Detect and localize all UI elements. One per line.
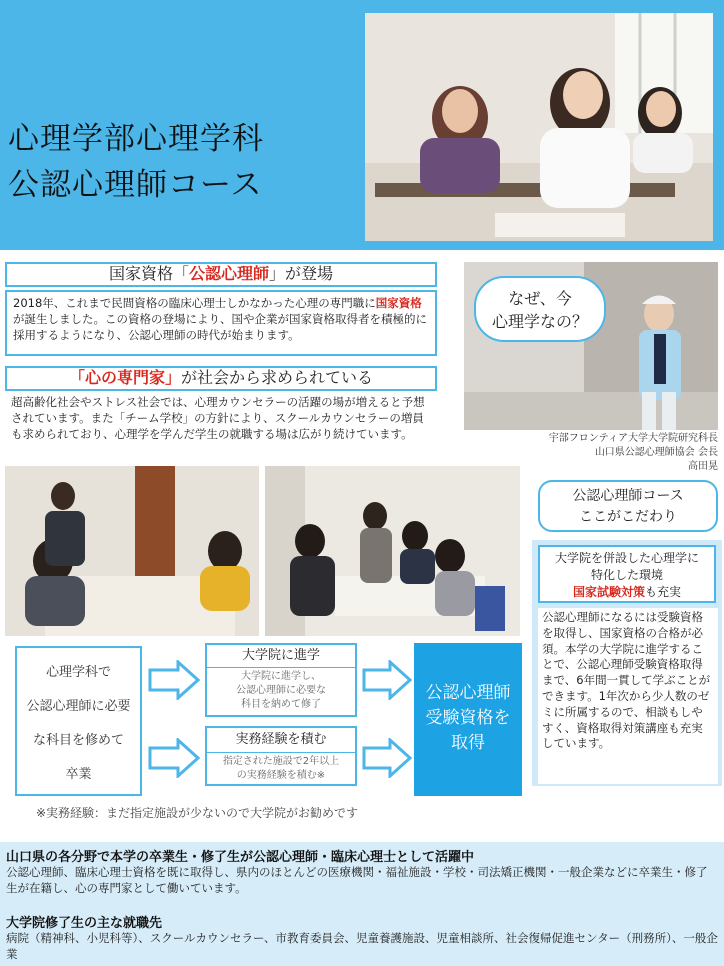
feature-box-line-2: 特化した環境 [590,568,663,582]
title-highlight: 公認心理師 [188,264,269,283]
interview-bubble [474,276,606,342]
title-text: 国家資格「 [108,264,189,283]
group-work-photo [265,466,520,636]
flow-work-line-2: の実務経験を積む※ [236,770,326,781]
flow-work-line-1: 指定された施設で2年以上 [222,756,340,767]
title-text: が社会から求められている [181,368,374,387]
bubble-line-1: なぜ、今 [508,289,572,308]
flow-start-line-2: 公認心理師に必要 [26,699,131,714]
feature-bubble [538,480,718,532]
flow-grad-line-3: 科目を納めて修了 [241,699,321,710]
flow-goal-line-3: 取得 [451,733,485,753]
body-text: 2018年、これまで民間資格の臨床心理士しかなかった心理の専門職に [13,296,376,310]
arrow-right-icon [148,660,200,700]
caption-line-3: 高田晃 [688,461,718,472]
careers-text: 病院（精神科、小児科等）、スクールカウンセラー、市教育委員会、児童養護施設、児童相談所、社会復帰促進センター（刑務所）、一般企業 [6,931,718,961]
title-highlight: 「心の専門家」 [68,368,181,387]
feature-box-highlight: 国家試験対策 [572,585,645,599]
body-text: が誕生しました。この資格の登場により、国や企業が国家資格取得者を積極的に採用するようになり、公認心理師の時代が始まります。 [13,312,427,342]
caption-line-1: 宇部フロンティア大学大学院研究科長 [548,433,718,444]
title-line-2: 公認心理師コース [8,167,263,203]
arrow-right-icon [362,660,412,700]
arrow-right-icon [148,738,200,778]
flow-goal-line-2: 受験資格を [425,708,511,728]
alumni-heading: 山口県の各分野で本学の卒業生・修了生が公認心理師・臨床心理士として活躍中 [6,850,475,865]
flow-grad-line-2: 公認心理師に必要な [236,685,326,696]
alumni-text: 公認心理師、臨床心理士資格を既に取得し、県内のほとんどの医療機関・福祉施設・学校・司法矯正機関・一般企業などに卒業生・修了生が在籍し、心の専門家として働いています。 [6,865,708,895]
feature-box-post: も充実 [645,585,682,599]
feature-box-line-1: 大学院を併設した心理学に [554,551,699,565]
flow-start-box [15,646,142,796]
arrow-right-icon [362,738,412,778]
feature-bubble-line-1: 公認心理師コース [572,488,684,504]
flow-grad-box [205,643,357,717]
flow-grad-title: 大学院に進学 [207,645,355,668]
section-title-national-license [5,262,437,287]
flow-work-box [205,726,357,786]
feature-bubble-line-2: ここがこだわり [579,509,677,525]
flow-start-line-4: 卒業 [65,767,92,782]
flow-work-title: 実務経験を積む [207,728,355,753]
section-title-mind-expert [5,366,437,391]
body-highlight: 国家資格 [375,296,422,310]
flow-start-line-1: 心理学科で [45,665,111,680]
careers-heading: 大学院修了生の主な就職先 [6,916,163,931]
alumni-section [0,842,724,966]
section-body-mind-expert: 超高齢化社会やストレス社会では、心理カウンセラーの活躍の場が増えると予想されています。また「チーム学校」の方針により、スクールカウンセラーの増員も求められており、心理学を学んだ学生の就職する場は広がり続けています。 [11,395,425,441]
caption-line-2: 山口県公認心理師協会 会長 [594,447,718,458]
counseling-photo [5,466,259,636]
title-text: 」が登場 [269,264,334,283]
classroom-photo [365,13,713,241]
flow-note: ※実務経験：まだ指定施設が少ないので大学院がお勧めです [36,806,359,820]
page-title [8,116,264,208]
title-line-1: 心理学部心理学科 [8,121,264,157]
section-body-national-license [5,290,437,356]
flow-goal-line-1: 公認心理師 [425,683,511,703]
flow-start-line-3: な科目を修めて [32,733,124,748]
flow-grad-line-1: 大学院に進学し、 [241,671,321,682]
feature-highlight-box [538,545,716,603]
feature-body: 公認心理師になるには受験資格を取得し、国家資格の合格が必須。本学の大学院に進学することで、公認心理師受験資格取得まで、6年間一貫して学ぶことができます。1年次から少人数のゼミに所属するので、相談もしやすく、資格取得対策講座も充実しています。 [538,608,718,784]
flow-goal-box [414,643,522,796]
bubble-line-2: 心理学なの？ [491,312,588,331]
